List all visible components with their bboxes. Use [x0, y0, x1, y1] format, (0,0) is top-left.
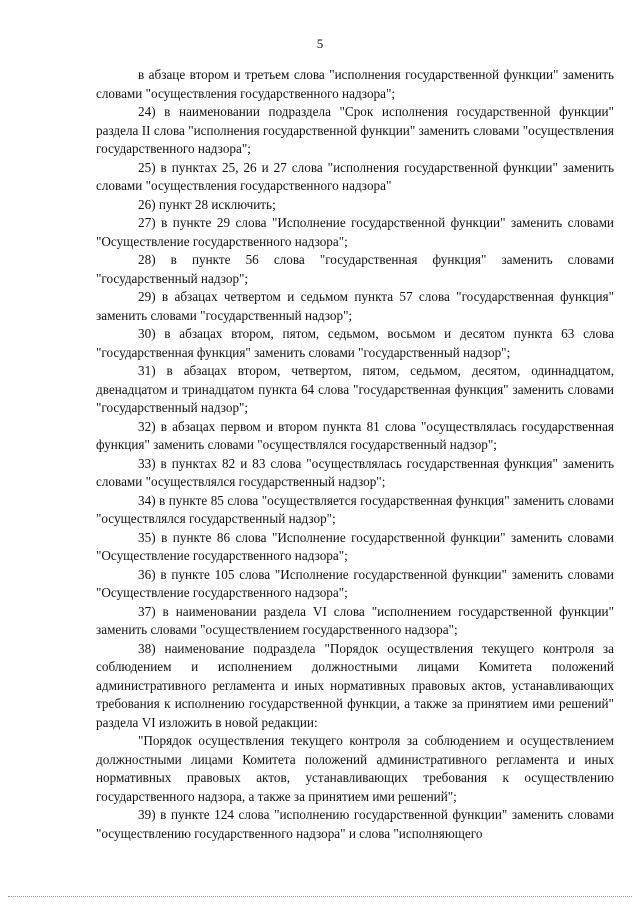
document-body — [96, 66, 614, 843]
paragraph: 30) в абзацах втором, пятом, седьмом, восьмом и десятом пункта 63 слова "государственная функция" заменить словами "государственный надзор"; — [96, 326, 614, 360]
paragraph: 36) в пункте 105 слова "Исполнение государственной функции" заменить словами "Осуществление государственного надзора"; — [96, 566, 614, 600]
paragraph: 31) в абзацах втором, четвертом, пятом, седьмом, десятом, одиннадцатом, двенадцатом и тринадцатом пункта 64 слова "государственная функция" заменить словами "государственный надзор"; — [96, 363, 614, 415]
paragraph: 24) в наименовании подраздела "Срок исполнения государственной функции" раздела II слова "исполнения государственной функции" заменить словами "осуществления государственного надзора"; — [96, 104, 614, 156]
paragraph: 39) в пункте 124 слова "исполнению государственной функции" заменить словами "осуществлению государственного надзора" и слова "исполняющего — [96, 807, 614, 841]
paragraph: 38) наименование подраздела "Порядок осуществления текущего контроля за соблюдением и исполнением должностными лицами Комитета положений административного регламента и иных нормативных правовых актов, устанавливающих требования к исполнению государственной функции, а также за принятием ими решений" раздела VI изложить в новой редакции: — [96, 640, 614, 730]
quoted-paragraph: "Порядок осуществления текущего контроля за соблюдением и осуществлением должностными лицами Комитета положений административного регламента и иных нормативных правовых актов, устанавливающих требования к осуществлению государственного надзора, а также за принятием ими решений"; — [96, 733, 614, 804]
footer-divider — [8, 896, 632, 899]
paragraph: в абзаце втором и третьем слова "исполнения государственной функции" заменить словами "осуществления государственного надзора"; — [96, 67, 614, 101]
paragraph: 27) в пункте 29 слова "Исполнение государственной функции" заменить словами "Осуществление государственного надзора"; — [96, 215, 614, 249]
paragraph: 26) пункт 28 исключить; — [138, 196, 276, 212]
paragraph: 35) в пункте 86 слова "Исполнение государственной функции" заменить словами "Осуществление государственного надзора"; — [96, 529, 614, 563]
paragraph: 37) в наименовании раздела VI слова "исполнением государственной функции" заменить словами "осуществлением государственного надзора"; — [96, 603, 614, 637]
paragraph: 28) в пункте 56 слова "государственная функция" заменить словами "государственный надзор"; — [96, 252, 614, 286]
paragraph: 25) в пунктах 25, 26 и 27 слова "исполнения государственной функции" заменить словами "осуществления государственного надзора" — [96, 159, 614, 193]
paragraph: 34) в пункте 85 слова "осуществляется государственная функция" заменить словами "осуществлялся государственный надзор"; — [96, 492, 614, 526]
paragraph: 33) в пунктах 82 и 83 слова "осуществлялась государственная функция" заменить словами "осуществлялся государственный надзор"; — [96, 455, 614, 489]
paragraph: 32) в абзацах первом и втором пункта 81 слова "осуществлялась государственная функция" заменить словами "осуществлялся государственный надзор"; — [96, 418, 614, 452]
paragraph: 29) в абзацах четвертом и седьмом пункта 57 слова "государственная функция" заменить словами "государственный надзор"; — [96, 289, 614, 323]
page-number: 5 — [316, 36, 324, 51]
